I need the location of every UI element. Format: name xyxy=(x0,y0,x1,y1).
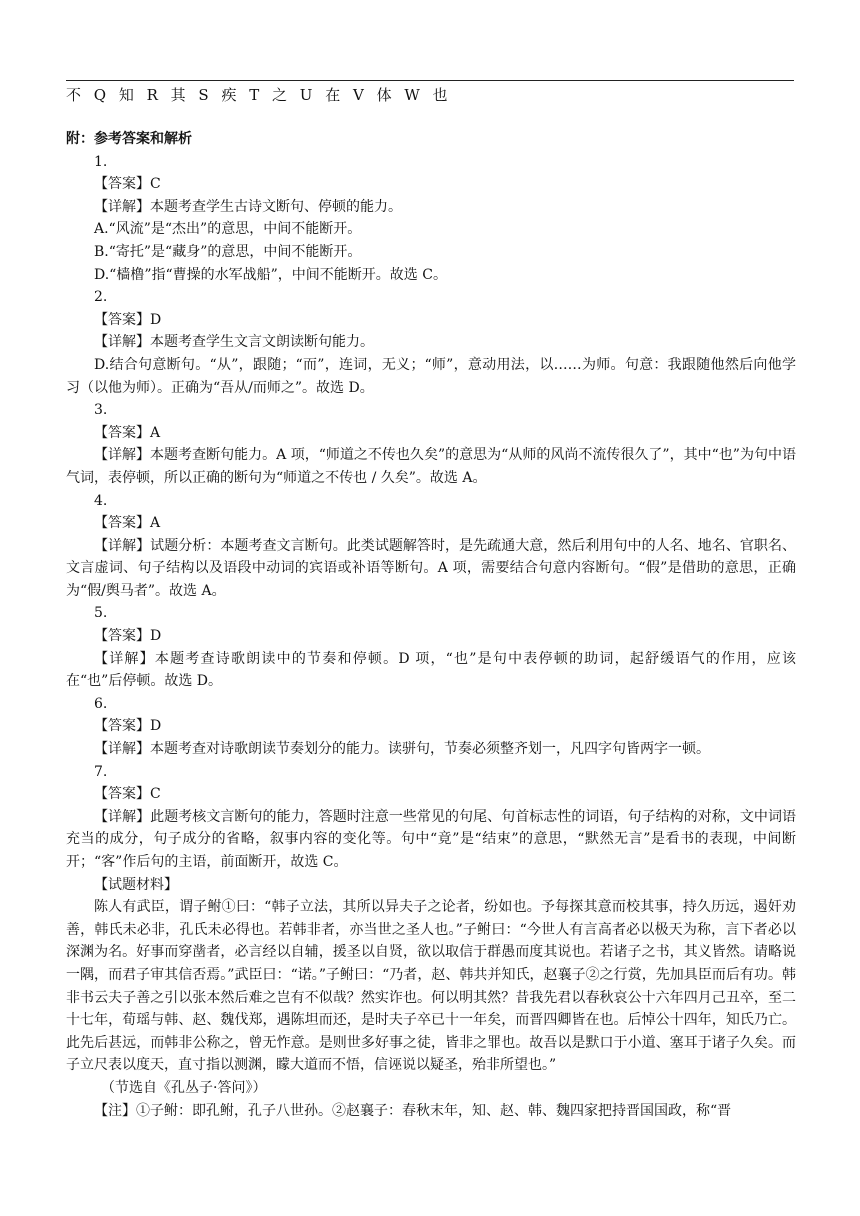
answer-line: 【答案】D xyxy=(94,718,162,735)
answer-section xyxy=(66,128,796,1122)
sequence-line: 不 Q 知 R 其 S 疾 T 之 U 在 V 体 W 也 xyxy=(66,86,452,104)
question-number: 5. xyxy=(94,605,108,622)
question-number: 3. xyxy=(94,402,108,419)
material-source: （节选自《孔丛子·答问》） xyxy=(101,1079,267,1096)
material-note: 【注】①子鲋：即孔鲋，孔子八世孙。②赵襄子：春秋末年，知、赵、韩、魏四家把持晋国国政，称“晋 xyxy=(94,1102,732,1119)
detail-line: 【详解】本题考查诗歌朗读中的节奏和停顿。D 项，“也”是句中表停顿的助词，起舒缓语气的作用，应该在“也”后停顿。故选 D。 xyxy=(66,650,796,690)
detail-line: 【详解】本题考查断句能力。A 项，“师道之不传也久矣”的意思为“从师的风尚不流传很久了”，其中“也”为句中语气词，表停顿，所以正确的断句为“师道之不传也 / 久矣”。故选 A。 xyxy=(66,447,796,486)
detail-line: B.“寄托”是“藏身”的意思，中间不能断开。 xyxy=(94,243,362,260)
material-label: 【试题材料】 xyxy=(94,876,178,893)
appendix-title: 附：参考答案和解析 xyxy=(66,131,192,147)
question-number: 6. xyxy=(94,695,108,712)
detail-line: 【详解】试题分析：本题考查文言断句。此类试题解答时，是先疏通大意，然后利用句中的人名、地名、官职名、文言虚词、句子结构以及语段中动词的宾语或补语等断句。A 项，需要结合句意内容断句。“假”是借助的意思，正确为“假/舆马者”。故选 A。 xyxy=(66,537,796,599)
question-number: 1. xyxy=(94,153,108,170)
answer-line: 【答案】C xyxy=(94,176,161,193)
answer-line: 【答案】D xyxy=(94,311,162,328)
question-number: 2. xyxy=(94,289,108,306)
detail-line: A.“风流”是“杰出”的意思，中间不能断开。 xyxy=(94,221,362,238)
header-rule xyxy=(66,80,794,81)
answer-line: 【答案】D xyxy=(94,628,162,645)
detail-line: 【详解】本题考查对诗歌朗读节奏划分的能力。读骈句，节奏必须整齐划一，凡四字句皆两字一顿。 xyxy=(94,741,710,758)
detail-line: 【详解】本题考查学生古诗文断句、停顿的能力。 xyxy=(94,198,402,215)
answer-line: 【答案】C xyxy=(94,786,161,803)
question-number: 4. xyxy=(94,492,108,509)
detail-line: D.“樯橹”指“曹操的水军战船”，中间不能断开。故选 C。 xyxy=(94,266,447,283)
answer-line: 【答案】A xyxy=(94,424,161,441)
detail-line: 【详解】此题考核文言断句的能力，答题时注意一些常见的句尾、句首标志性的词语，句子结构的对称，文中词语充当的成分，句子成分的省略，叙事内容的变化等。句中“竟”是“结束”的意思，“默然无言”是看书的表现，中间断开；“客”作后句的主语，前面断开，故选 C。 xyxy=(66,808,796,870)
detail-line: 【详解】本题考查学生文言文朗读断句能力。 xyxy=(94,334,374,351)
answer-line: 【答案】A xyxy=(94,515,161,532)
detail-line: D.结合句意断句。“从”，跟随；“而”，连词，无义；“师”，意动用法，以……为师。句意：我跟随他然后向他学习（以他为师）。正确为“吾从/而师之”。故选 D。 xyxy=(66,356,796,396)
material-passage: 陈人有武臣，谓子鲋①曰：“韩子立法，其所以异夫子之论者，纷如也。予每探其意而校其事，持久历远，遏奸劝善，韩氏未必非，孔氏未必得也。若韩非者，亦当世之圣人也。”子鲋曰：“今世人有言高者必以极天为称，言下者必以深渊为名。好事而穿凿者，必言经以自辅，援圣以自贤，欲以取信于群愚而度其说也。若诸子之书，其义皆然。请略说一隅，而君子审其信否焉。”武臣曰：“诺。”子鲋曰：“乃者，赵、韩共并知氏，赵襄子②之行赏，先加具臣而后有功。韩非书云夫子善之引以张本然后难之岂有不似哉？然实诈也。何以明其然？昔我先君以春秋哀公十六年四月己丑卒，至二十七年，荀瑶与韩、赵、魏伐郑，遇陈坦而还，是时夫子卒已十一年矣，而晋四卿皆在也。后悼公十四年，知氏乃亡。此先后甚远，而韩非公称之，曾无怍意。是则世多好事之徒，皆非之罪也。故吾以是默口于小道、塞耳于诸子久矣。而子立尺表以度天，直寸指以测渊，矇大道而不悟，信诬说以疑圣，殆非所望也。” xyxy=(66,899,796,1074)
question-number: 7. xyxy=(94,763,108,780)
